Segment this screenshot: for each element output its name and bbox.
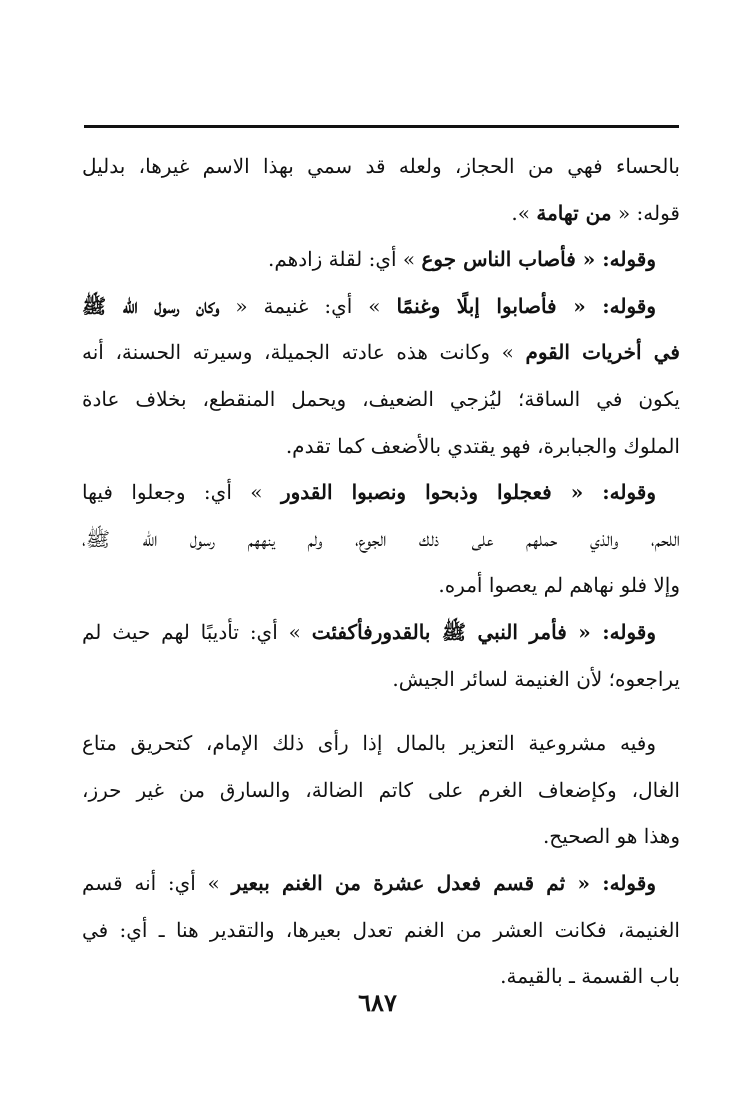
text-segment: » وكانت هذه عادته الجميلة، وسيرته الحسنة، أنه <box>82 340 526 365</box>
text-line <box>82 562 680 609</box>
text-line <box>82 283 680 330</box>
body-text <box>82 143 680 1000</box>
bold-quote-text: وقوله: « <box>566 619 657 644</box>
bold-quote-text: فأصابوا إبلًا وغنمًا <box>396 293 557 318</box>
bold-quote-text: فأمر النبي ﷺ بالقدورفأكفئت <box>311 619 567 644</box>
text-segment: » أي: لقلة زادهم. <box>267 247 422 272</box>
text-segment: يراجعوه؛ لأن الغنيمة لسائر الجيش. <box>392 666 680 691</box>
text-line <box>82 190 680 237</box>
text-line <box>82 236 680 283</box>
text-segment: » أي: تأديبًا لهم حيث لم <box>82 619 312 644</box>
bold-quote-text: وقوله: « <box>551 480 656 505</box>
text-segment: بالحساء فهي من الحجاز، ولعله قد سمي بهذا الاسم غيرها، بدليل <box>82 154 680 178</box>
header-rule <box>84 125 679 128</box>
bold-quote-text: في أخريات القوم <box>525 340 680 365</box>
bold-quote-text: فأصاب الناس جوع <box>421 247 576 272</box>
bold-quote-text: وكان رسول الله ﷺ <box>82 293 220 318</box>
text-segment: وفيه مشروعية التعزير بالمال إذا رأى ذلك الإمام، كتحريق متاع <box>82 731 656 756</box>
text-segment: » أي: وجعلوا فيها <box>82 480 281 505</box>
text-segment: الغنيمة، فكانت العشر من الغنم تعدل بعيرها، والتقدير هنا ـ أي: في <box>82 917 680 942</box>
bold-quote-text: وقوله: « <box>565 870 656 895</box>
text-line <box>82 469 680 516</box>
text-segment: الملوك والجبابرة، فهو يقتدي بالأضعف كما تقدم. <box>285 433 680 458</box>
text-segment: اللحم، والذي حملهم على ذلك الجوع، ولم ينههم رسول الله ﷺ، <box>82 526 680 551</box>
text-line <box>82 143 680 190</box>
text-line <box>82 656 680 703</box>
text-line <box>82 329 680 376</box>
text-segment: » أي: غنيمة « <box>219 293 397 318</box>
text-line <box>82 860 680 907</box>
text-segment: قوله: « <box>611 200 680 225</box>
page-number: ٦٨٧ <box>358 988 397 1017</box>
text-segment: وهذا هو الصحيح. <box>542 824 680 849</box>
bold-quote-text: فعجلوا وذبحوا ونصبوا القدور <box>280 480 552 505</box>
text-segment: ». <box>511 200 537 225</box>
text-segment: وإلا فلو نهاهم لم يعصوا أمره. <box>438 573 680 598</box>
bold-quote-text: وقوله: « <box>556 293 657 318</box>
text-line <box>82 767 680 814</box>
text-segment: الغال، وكإضعاف الغرم على كاتم الضالة، والسارق من غير حرز، <box>82 777 680 802</box>
text-line <box>82 907 680 954</box>
bold-quote-text: ثم قسم فعدل عشرة من الغنم ببعير <box>231 870 566 895</box>
bold-quote-text: وقوله: « <box>575 247 656 272</box>
text-segment: باب القسمة ـ بالقيمة. <box>500 964 680 989</box>
text-segment: يكون في الساقة؛ ليُزجي الضعيف، ويحمل المنقطع، بخلاف عادة <box>82 386 680 411</box>
text-line <box>82 609 680 656</box>
text-line <box>82 813 680 860</box>
text-line <box>82 516 680 563</box>
text-line <box>82 376 680 423</box>
paragraph-gap <box>82 702 680 720</box>
text-line <box>82 720 680 767</box>
text-line <box>82 423 680 470</box>
bold-quote-text: من تهامة <box>536 200 612 225</box>
text-segment: » أي: أنه قسم <box>82 870 232 895</box>
